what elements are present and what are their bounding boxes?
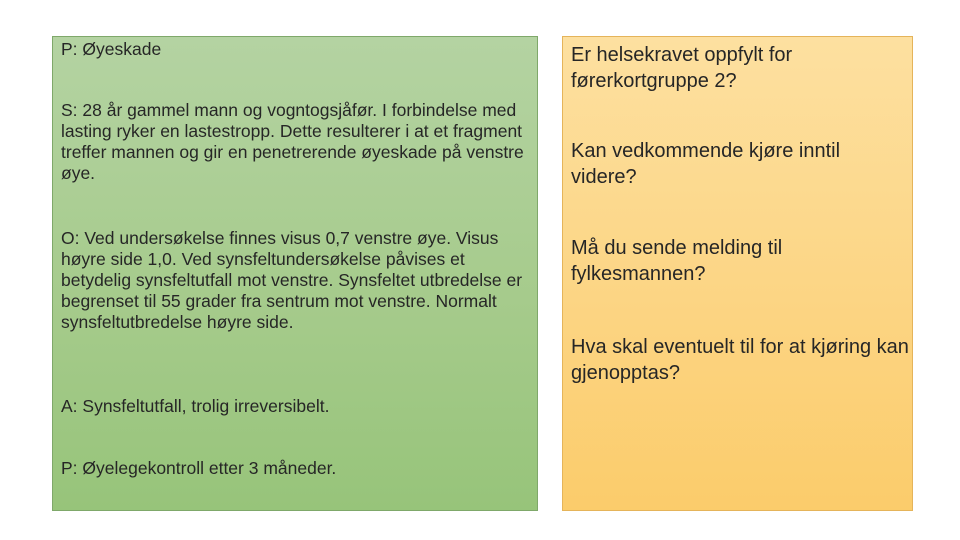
problem-heading: P: Øyeskade [61, 39, 162, 59]
subjective-text: S: 28 år gammel mann og vogntogsjåfør. I forbindelse med lasting ryker en lastestropp. Dette resulterer i at et fragment treffer mannen og gir en penetrerende øyeskade på venstre øye. [61, 100, 524, 183]
case-description-panel [52, 36, 538, 511]
question-item: Må du sende melding til fylkesmannen? [571, 237, 783, 285]
objective-text: O: Ved undersøkelse finnes visus 0,7 venstre øye. Visus høyre side 1,0. Ved synsfeltundersøkelse påvises et betydelig synsfeltutfall mot venstre. Synsfeltet utbredelse er begrenset til 55 grader fra sentrum mot venstre. Normalt synsfeltutbredelse høyre side. [61, 228, 523, 332]
assessment-text: A: Synsfeltutfall, trolig irreversibelt. [61, 396, 330, 416]
plan-text: P: Øyelegekontroll etter 3 måneder. [61, 458, 337, 478]
question-item: Er helsekravet oppfylt for førerkortgruppe 2? [571, 44, 793, 92]
question-item: Hva skal eventuelt til for at kjøring kan gjenopptas? [571, 336, 909, 384]
question-item: Kan vedkommende kjøre inntil videre? [571, 140, 841, 188]
questions-panel [562, 36, 913, 511]
